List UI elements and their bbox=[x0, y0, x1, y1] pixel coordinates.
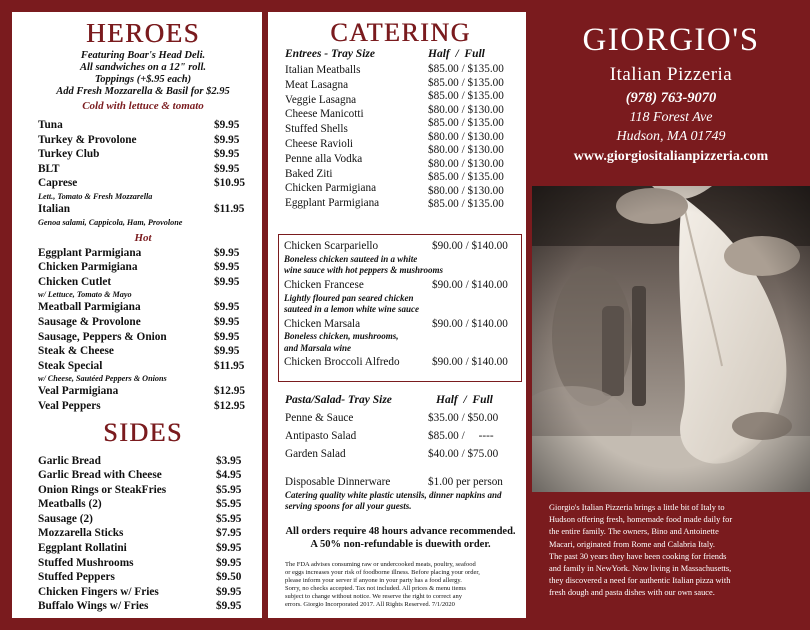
side-item-price: $5.95 bbox=[216, 512, 242, 525]
dinnerware-note bbox=[285, 490, 516, 513]
catering-entree-price: $85.00 / $135.00 bbox=[428, 117, 504, 129]
special-item-note: Boneless chicken, mushrooms, bbox=[284, 331, 399, 342]
heroes-intro-line: Featuring Boar's Head Deli. bbox=[80, 50, 206, 61]
special-item-note: wine sauce with hot peppers & mushrooms bbox=[284, 265, 444, 276]
hot-item-price: $9.95 bbox=[214, 345, 240, 358]
cold-item bbox=[38, 162, 248, 177]
pasta-item-price: $40.00 / $75.00 bbox=[428, 448, 499, 460]
hot-item-price: $12.95 bbox=[214, 385, 246, 398]
fine-print-line: please inform your server if anyone in your party has a food allergy. bbox=[285, 576, 462, 584]
special-item-note: and Marsala wine bbox=[284, 342, 352, 353]
pasta-item-name: Penne & Sauce bbox=[285, 412, 354, 424]
catering-entree-price: $85.00 / $135.00 bbox=[428, 76, 504, 89]
side-item-price: $9.50 bbox=[216, 571, 242, 584]
side-item-name: Meatballs (2) bbox=[38, 498, 102, 511]
hot-item-name: Chicken Parmigiana bbox=[38, 261, 138, 274]
pizza-dough-photo bbox=[532, 186, 810, 492]
hot-heading: Hot bbox=[134, 231, 152, 244]
hot-item-name: Sausage & Provolone bbox=[38, 315, 141, 328]
hot-item bbox=[38, 359, 248, 374]
pasta-header bbox=[285, 394, 516, 406]
fine-print-line: Sorry, no checks accepted. Tax not included. All prices & menu items bbox=[285, 584, 466, 592]
catering-entree-price: $85.00 / $135.00 bbox=[428, 171, 504, 183]
about-line: Macari, originated from Rome and Calabria Italy. bbox=[549, 539, 715, 549]
side-item-price: $7.95 bbox=[216, 527, 242, 540]
special-item bbox=[284, 317, 516, 332]
special-item-note: sauteed in a lemon white wine sauce bbox=[284, 304, 420, 315]
catering-entree-name: Cheese Manicotti bbox=[285, 108, 364, 121]
hot-item-price: $9.95 bbox=[214, 261, 240, 274]
brand-name: GIORGIO'S bbox=[582, 22, 760, 58]
pasta-size-heading: Half / Full bbox=[436, 394, 493, 406]
hot-item bbox=[38, 399, 248, 414]
cold-item-price: $9.95 bbox=[214, 133, 240, 146]
pasta-list bbox=[285, 409, 516, 463]
about-line: The past 30 years they have been cooking for friends bbox=[549, 551, 727, 561]
hot-item-price: $12.95 bbox=[214, 399, 246, 412]
cold-heading: Cold with lettuce & tomato bbox=[82, 100, 204, 112]
hot-item bbox=[38, 344, 248, 359]
side-item-name: Stuffed Mushrooms bbox=[38, 556, 134, 569]
about-line: the entire family. The owners, Bino and Antoinette bbox=[549, 527, 719, 537]
brand-subtitle: Italian Pizzeria bbox=[609, 64, 733, 85]
brand-block bbox=[532, 24, 810, 165]
hot-item-note: w/ Lettuce, Tomato & Mayo bbox=[38, 290, 132, 300]
cold-item-price: $10.95 bbox=[214, 177, 246, 190]
side-item bbox=[38, 483, 248, 498]
cold-item-note: Lett., Tomato & Fresh Mozzarella bbox=[38, 191, 153, 201]
cold-item-name: Italian bbox=[38, 202, 71, 215]
side-item bbox=[38, 585, 248, 600]
special-item bbox=[284, 239, 516, 254]
brand-address2: Hudson, MA 01749 bbox=[616, 129, 726, 144]
cold-list bbox=[38, 118, 248, 228]
about-line: Giorgio's Italian Pizzeria brings a little bit of Italy to bbox=[549, 503, 725, 512]
pasta-item bbox=[285, 409, 516, 427]
side-item bbox=[38, 468, 248, 483]
entrees-header bbox=[285, 48, 516, 60]
cold-item bbox=[38, 133, 248, 148]
dinnerware-note-line: Catering quality white plastic utensils, dinner napkins and bbox=[285, 489, 502, 500]
catering-entree-name: Meat Lasagna bbox=[285, 78, 349, 91]
hot-item-note: w/ Cheese, Sautéed Peppers & Onions bbox=[38, 374, 167, 384]
heroes-intro-line: All sandwiches on a 12" roll. bbox=[79, 62, 207, 73]
cold-item-name: Caprese bbox=[38, 177, 78, 190]
side-item-price: $4.95 bbox=[216, 469, 242, 482]
cold-item bbox=[38, 118, 248, 133]
special-item-price: $90.00 / $140.00 bbox=[432, 240, 508, 252]
specials-box bbox=[278, 234, 522, 382]
dinnerware-note-line: serving spoons for all your guests. bbox=[285, 501, 412, 512]
catering-entree-name: Cheese Ravioli bbox=[285, 137, 354, 150]
cold-item-note: Genoa salami, Cappicola, Ham, Provolone bbox=[38, 217, 183, 227]
hot-item bbox=[38, 330, 248, 345]
fine-print-line: subject to change without notice. We reserve the right to correct any bbox=[285, 592, 462, 600]
catering-entree-name: Chicken Parmigiana bbox=[285, 182, 377, 195]
side-item-name: Garlic Bread with Cheese bbox=[38, 469, 162, 482]
catering-entree-price: $80.00 / $130.00 bbox=[428, 130, 504, 143]
special-item bbox=[284, 278, 516, 293]
order-note-line: A 50% non-refundable is duewith order. bbox=[310, 538, 491, 550]
cold-item-price: $11.95 bbox=[214, 202, 245, 215]
hot-item bbox=[38, 315, 248, 330]
pasta-heading: Pasta/Salad- Tray Size bbox=[285, 394, 392, 406]
hot-item-price: $9.95 bbox=[214, 315, 240, 328]
hot-item-price: $9.95 bbox=[214, 275, 240, 288]
hot-item-name: Veal Peppers bbox=[38, 399, 101, 412]
pasta-item-price: $85.00 / ---- bbox=[428, 430, 494, 442]
catering-entree-name: Veggie Lasagna bbox=[285, 93, 357, 106]
hot-item-price: $11.95 bbox=[214, 359, 245, 372]
dinnerware-name: Disposable Dinnerware bbox=[285, 476, 391, 488]
side-item-price: $5.95 bbox=[216, 483, 242, 496]
side-item-price: $9.95 bbox=[216, 556, 242, 569]
heroes-intro-line: Toppings (+$.95 each) bbox=[94, 74, 192, 85]
cold-item bbox=[38, 202, 248, 217]
special-item-name: Chicken Marsala bbox=[284, 317, 361, 330]
side-item-name: Sausage (2) bbox=[38, 512, 93, 525]
sides-list bbox=[38, 454, 248, 615]
special-item-name: Chicken Francese bbox=[284, 278, 364, 291]
catering-entree-price: $85.00 / $135.00 bbox=[428, 63, 504, 75]
heroes-intro bbox=[38, 50, 248, 98]
catering-entree-price: $85.00 / $135.00 bbox=[428, 198, 504, 210]
cold-item-price: $9.95 bbox=[214, 119, 240, 131]
hot-item-price: $9.95 bbox=[214, 301, 240, 314]
catering-entree-price: $80.00 / $130.00 bbox=[428, 103, 504, 116]
pasta-item-name: Garden Salad bbox=[285, 448, 346, 460]
about-line: fresh dough and pasta dishes with our own sauce. bbox=[549, 588, 715, 598]
brand-phone: (978) 763-9070 bbox=[625, 90, 717, 106]
hot-item-name: Veal Parmigiana bbox=[38, 385, 119, 398]
pasta-item-name: Antipasto Salad bbox=[285, 430, 357, 442]
pasta-item-price: $35.00 / $50.00 bbox=[428, 412, 499, 424]
side-item-price: $9.95 bbox=[216, 600, 242, 613]
cold-item bbox=[38, 147, 248, 162]
hot-item-name: Eggplant Parmigiana bbox=[38, 246, 142, 259]
side-item bbox=[38, 526, 248, 541]
order-note-line: All orders require 48 hours advance recommended. bbox=[285, 525, 516, 537]
special-item-name: Chicken Broccoli Alfredo bbox=[284, 356, 400, 369]
fine-print-line: or eggs increases your risk of foodborne illness. Before placing your order, bbox=[285, 568, 480, 576]
side-item-price: $5.95 bbox=[216, 498, 242, 511]
fine-print-line: errors. Giorgio Incorporated 2017. All Rights Reserved. 7/1/2020 bbox=[285, 600, 455, 608]
about-text bbox=[549, 502, 803, 600]
dinnerware-price: $1.00 per person bbox=[428, 476, 503, 488]
side-item-name: Stuffed Peppers bbox=[38, 571, 115, 584]
catering-entree-price: $80.00 / $130.00 bbox=[428, 184, 504, 197]
hot-list bbox=[38, 246, 248, 414]
cold-item-name: BLT bbox=[38, 162, 60, 175]
side-item bbox=[38, 541, 248, 556]
catering-entree-price: $80.00 / $130.00 bbox=[428, 144, 504, 156]
catering-entree-name: Italian Meatballs bbox=[285, 64, 361, 76]
fine-print bbox=[285, 561, 516, 609]
catering-entree-name: Stuffed Shells bbox=[285, 123, 348, 136]
side-item-name: Onion Rings or SteakFries bbox=[38, 483, 167, 496]
special-item-note: Boneless chicken sauteed in a white bbox=[284, 253, 418, 264]
side-item-name: Eggplant Rollatini bbox=[38, 542, 127, 555]
hot-item bbox=[38, 246, 248, 261]
side-item-price: $3.95 bbox=[216, 454, 242, 467]
cold-item-price: $9.95 bbox=[214, 148, 240, 161]
side-item bbox=[38, 599, 248, 614]
entrees-heading: Entrees - Tray Size bbox=[285, 48, 375, 60]
side-item bbox=[38, 512, 248, 527]
brand-address1: 118 Forest Ave bbox=[629, 110, 713, 125]
hot-item-price: $9.95 bbox=[214, 246, 240, 259]
catering-title: CATERING bbox=[330, 18, 471, 47]
cold-item-name: Tuna bbox=[38, 119, 63, 131]
hot-item-name: Chicken Cutlet bbox=[38, 275, 112, 288]
special-item-name: Chicken Scarpariello bbox=[284, 240, 379, 252]
sides-title: SIDES bbox=[103, 417, 183, 447]
hot-item bbox=[38, 275, 248, 290]
hot-item bbox=[38, 384, 248, 399]
side-item bbox=[38, 570, 248, 585]
cold-item-name: Turkey & Provolone bbox=[38, 133, 137, 146]
hot-item bbox=[38, 260, 248, 275]
brand-website[interactable]: www.giorgiositalianpizzeria.com bbox=[573, 149, 769, 164]
catering-entree-price: $85.00 / $135.00 bbox=[428, 90, 504, 102]
entrees-size-heading: Half / Full bbox=[428, 48, 485, 60]
hot-item-price: $9.95 bbox=[214, 330, 240, 343]
order-note bbox=[285, 525, 516, 551]
pasta-item bbox=[285, 427, 516, 445]
hot-item-name: Steak & Cheese bbox=[38, 345, 114, 358]
dinnerware-row bbox=[285, 475, 516, 490]
hot-item-name: Meatball Parmigiana bbox=[38, 301, 141, 314]
heroes-intro-line: Add Fresh Mozzarella & Basil for $2.95 bbox=[56, 86, 230, 97]
heroes-sides-panel bbox=[12, 12, 262, 618]
cold-item bbox=[38, 176, 248, 191]
special-item-price: $90.00 / $140.00 bbox=[432, 356, 508, 369]
side-item-name: Chicken Fingers w/ Fries bbox=[38, 585, 159, 598]
side-item bbox=[38, 497, 248, 512]
special-item-note: Lightly floured pan seared chicken bbox=[284, 292, 414, 303]
side-item bbox=[38, 454, 248, 469]
cold-item-name: Turkey Club bbox=[38, 148, 100, 161]
entrees-list bbox=[285, 63, 516, 212]
special-item bbox=[284, 355, 516, 370]
special-item-price: $90.00 / $140.00 bbox=[432, 317, 508, 330]
special-item-price: $90.00 / $140.00 bbox=[432, 278, 508, 291]
side-item-price: $9.95 bbox=[216, 542, 242, 555]
fine-print-line: The FDA advises consuming raw or undercooked meats, poultry, seafood bbox=[285, 560, 476, 568]
pasta-item bbox=[285, 445, 516, 463]
about-line: Hudson offering fresh, homemade food made daily for bbox=[549, 515, 733, 525]
side-item-name: Mozzarella Sticks bbox=[38, 527, 124, 540]
side-item-name: Buffalo Wings w/ Fries bbox=[38, 600, 149, 613]
hot-item-name: Steak Special bbox=[38, 359, 103, 372]
cold-item-price: $9.95 bbox=[214, 162, 240, 175]
about-line: and family in NewYork. Now living in Massachusetts, bbox=[549, 564, 732, 574]
catering-entree-name: Eggplant Parmigiana bbox=[285, 197, 380, 210]
hot-item bbox=[38, 300, 248, 315]
side-item-name: Garlic Bread bbox=[38, 454, 101, 467]
about-line: they discovered a need for authentic Italian pizza with bbox=[549, 576, 731, 586]
catering-entree-name: Penne alla Vodka bbox=[285, 152, 363, 165]
heroes-title: HEROES bbox=[85, 18, 200, 48]
hot-item-name: Sausage, Peppers & Onion bbox=[38, 330, 167, 343]
catering-entree-name: Baked Ziti bbox=[285, 167, 333, 180]
side-item bbox=[38, 556, 248, 571]
side-item-price: $9.95 bbox=[216, 585, 242, 598]
catering-panel bbox=[268, 12, 526, 618]
catering-entree-price: $80.00 / $130.00 bbox=[428, 157, 504, 170]
